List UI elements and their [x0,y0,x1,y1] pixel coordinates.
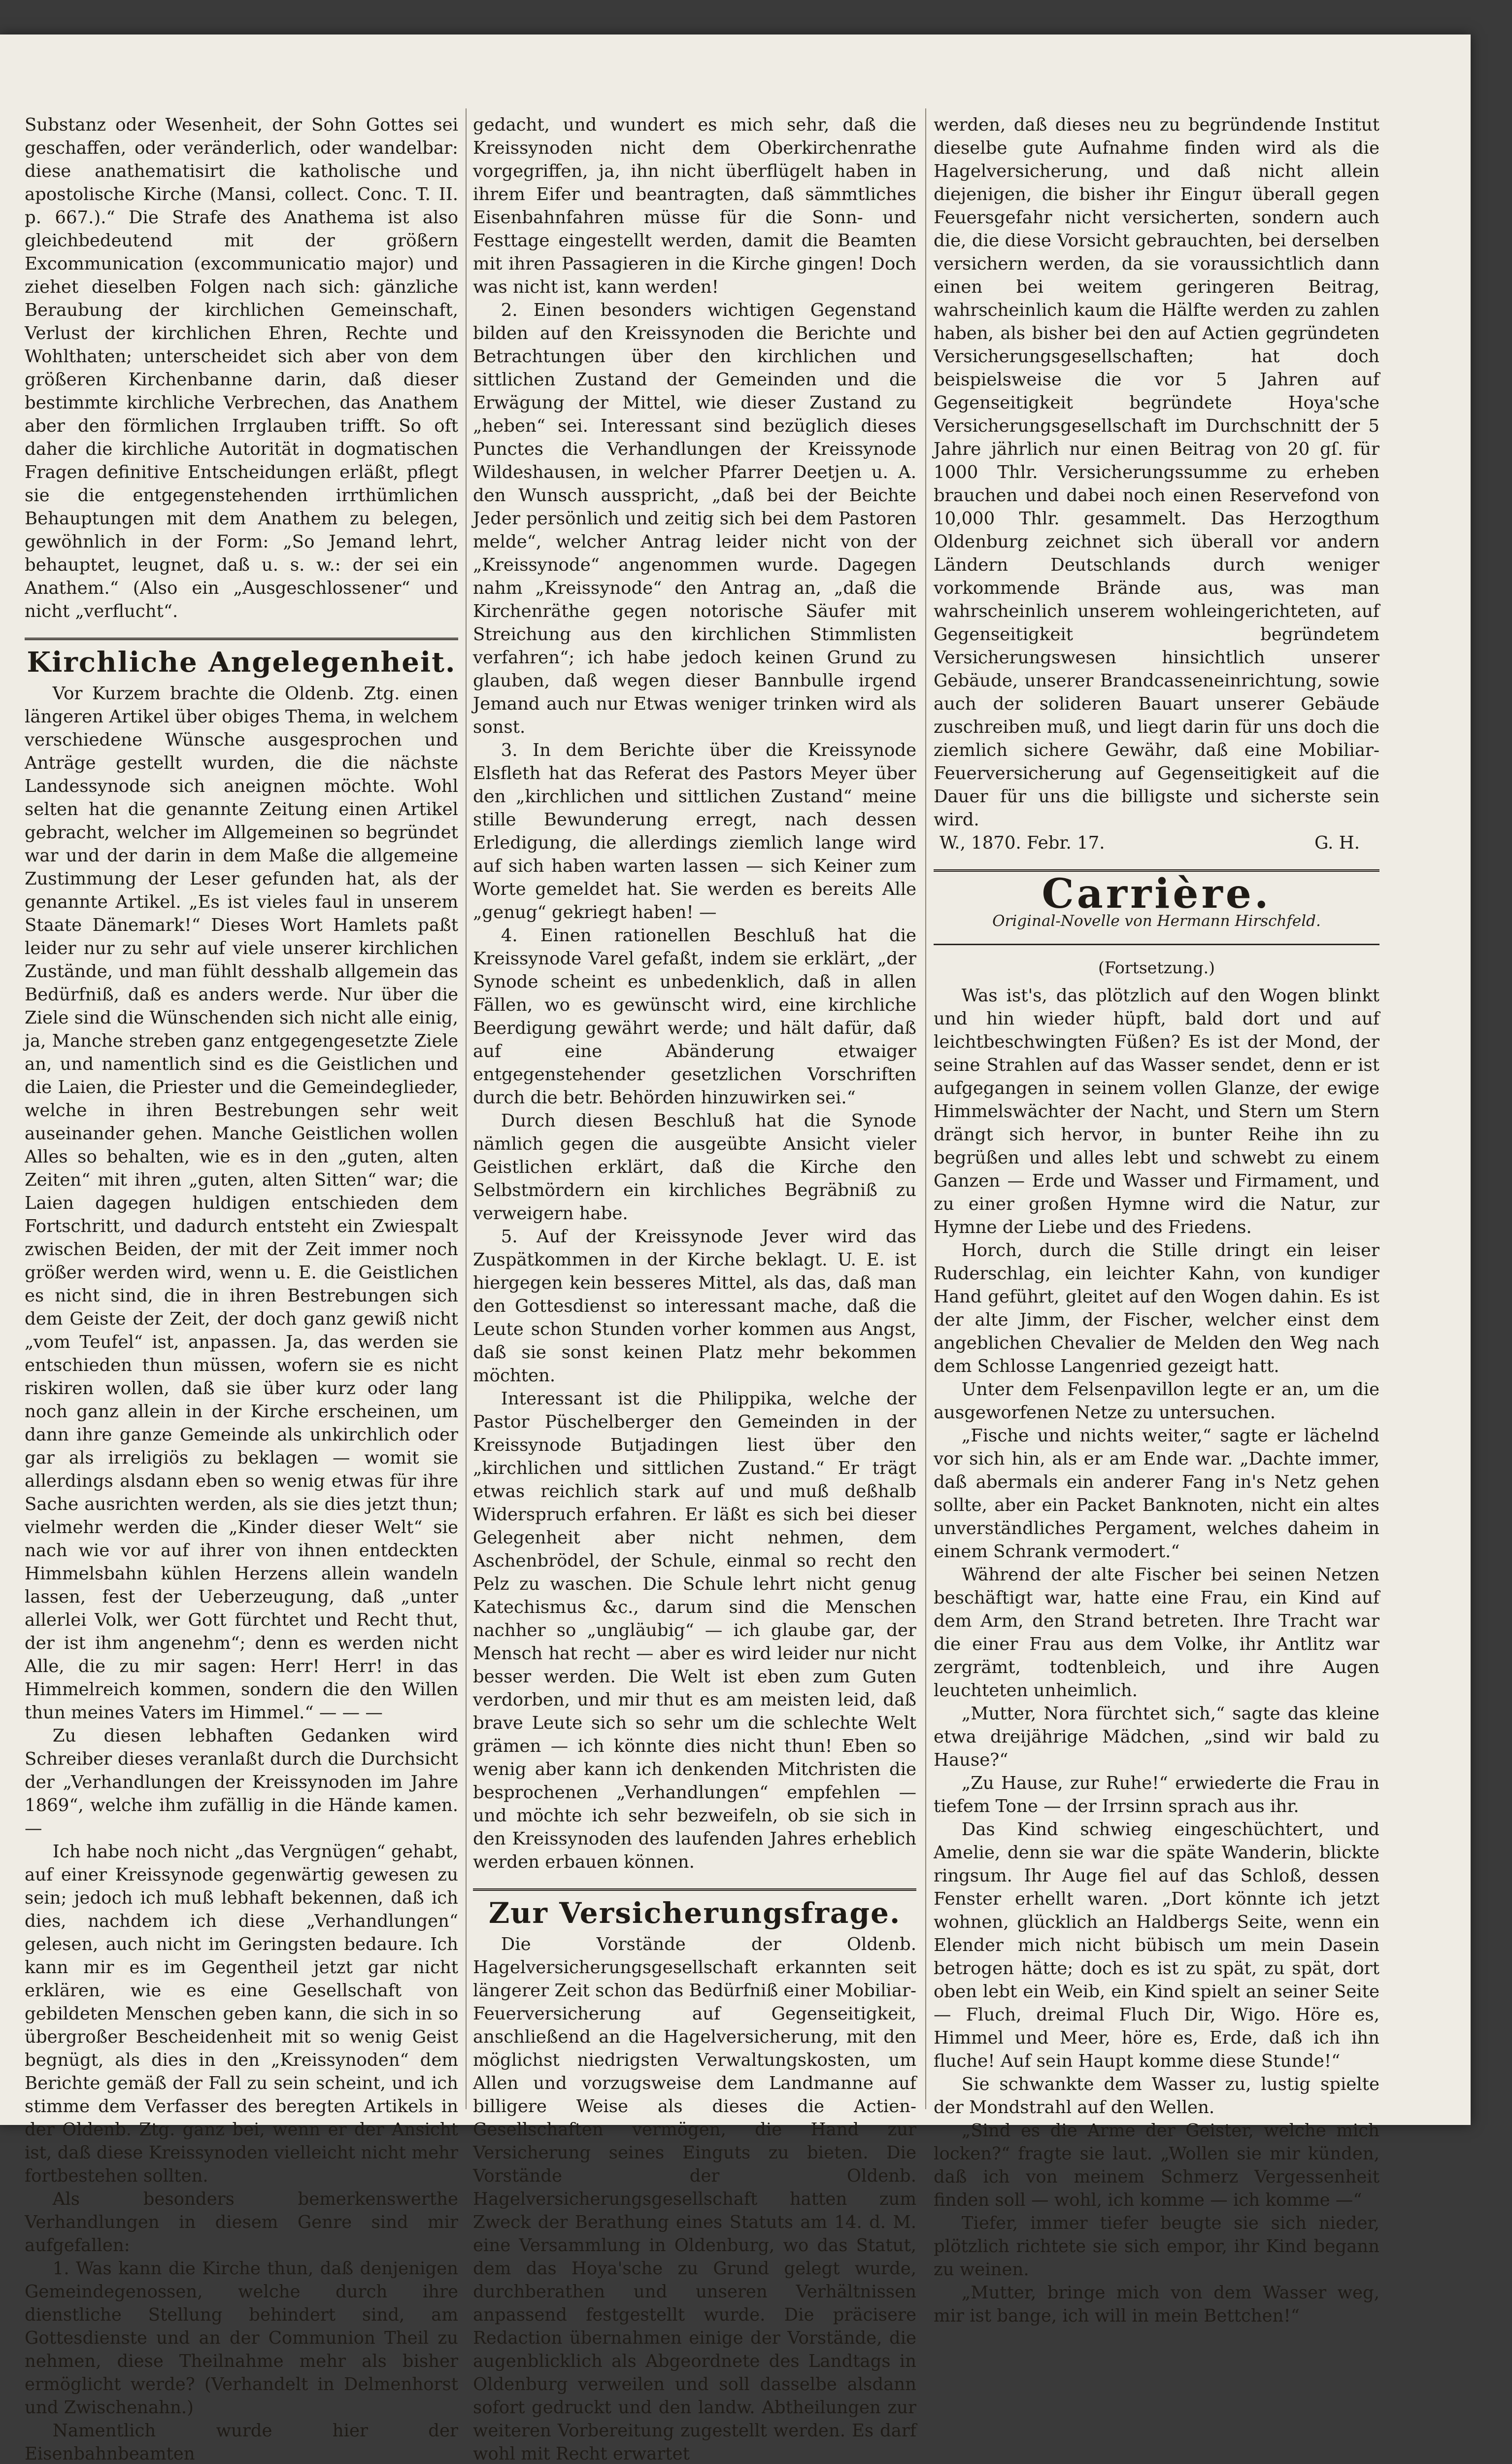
paragraph: gedacht, und wundert es mich sehr, daß die Kreissynoden nicht dem Oberkirchenrathe vorgegriffen, ja, ihn nicht überflügelt haben in ihrem Eifer und beantragten, daß sämmtliches Eisenbahnfahren müsse für die Sonn- und Festtage eingestellt werden, damit die Beamten mit ihren Passagieren in die Kirche gingen! Doch was nicht ist, kann werden! [473,115,916,297]
paragraph: 3. In dem Berichte über die Kreissynode Elsfleth hat das Referat des Pastors Meyer über den „kirchlichen und sittlichen Zustand“ meine stille Bewunderung erregt, nach dessen Erledigung, die allerdings ziemlich lange wird auf sich haben warten lassen — sich Keiner zum Worte gemeldet hat. Sie werden es bereits Alle „genug“ gekriegt haben! — [473,740,916,923]
paragraph: „Sind es die Arme der Geister, welche mich locken?“ fragte sie laut. „Wollen sie mir künden, daß ich von meinem Schmerz Vergessenheit finden soll — wohl, ich komme — ich komme —“ [934,2121,1379,2210]
novel-title: Carrière. [1042,870,1272,918]
novel-subtitle: Original-Novelle von Hermann Hirschfeld. [992,912,1321,930]
paragraph: werden, daß dieses neu zu begründende Institut dieselbe gute Aufnahme finden wird als die Hagelversicherung, und daß nicht allein diejenigen, die bisher ihr Einguт überall gegen Feuersgefahr nicht versicherten, sondern auch die, die diese Vorsicht gebrauchten, bei derselben versichern werden, da sie voraussichtlich dann einen bei weitem geringeren Beitrag, wahrscheinlich kaum die Hälfte werden zu zahlen haben, als bisher bei den auf Actien gegründeten Versicherungsgesellschaften; hat doch beispielsweise die vor 5 Jahren auf Gegenseitigkeit begründete Hoya'sche Versicherungsgesellschaft im Durchschnitt der 5 Jahre jährlich nur einen Beitrag von 20 gſ. für 1000 Thlr. Versicherungssumme zu erheben brauchen und dabei noch einen Reservefond von 10,000 Thlr. gesammelt. Das Herzogthum Oldenburg zeichnet sich überall vor andern Ländern Deutschlands durch weniger vorkommende Brände aus, was man wahrscheinlich unserem wohleingerichteten, auf Gegenseitigkeit begründetem Versicherungswesen hinsichtlich unserer Gebäude, unserer Brandcasseneinrichtung, sowie auch der solideren Bauart unserer Gebäude zuschreiben muß, und liegt darin für uns doch die ziemlich sichere Gewähr, daß eine Mobiliar-Feuerversicherung auf Gegenseitigkeit auf die Dauer für uns die billigste und sicherste sein wird. [934,115,1379,830]
paragraph: „Fische und nichts weiter,“ sagte er lächelnd vor sich hin, als er am Ende war. „Dachte immer, daß abermals ein anderer Fang in's Netz gehen sollte, aber ein Packet Banknoten, nicht ein altes unverständliches Pergament, welches daheim in einem Schrank vermodert.“ [934,1426,1379,1562]
paragraph: Durch diesen Beschluß hat die Synode nämlich gegen die ausgeübte Ansicht vieler Geistlichen erklärt, daß die Kirche den Selbstmördern ein kirchliches Begräbniß zu verweigern habe. [473,1111,916,1224]
column-divider [466,108,467,2109]
paragraph: Als besonders bemerkenswerthe Verhandlungen in diesem Genre sind mir aufgefallen: [25,2189,458,2256]
paragraph: Während der alte Fischer bei seinen Netzen beschäftigt war, hatte eine Frau, ein Kind auf dem Arm, den Strand betreten. Ihre Tracht war die einer Frau aus dem Volke, ihr Antlitz war zergrämt, todtenbleich, und ihre Augen leuchteten unheimlich. [934,1565,1379,1701]
paragraph: Die Vorstände der Oldenb. Hagelversicherungsgesellschaft erkannten seit längerer Zeit schon das Bedürfniß einer Mobiliar-Feuerversicherung auf Gegenseitigkeit, anschließend an die Hagelversicherung, mit den möglichst niedrigsten Verwaltungskosten, um Allen und vorzugsweise dem Landmanne auf billigere Weise als dieses die Actien-Gesellschaften vermögen, die Hand zur Versicherung seines Einguts zu bieten. Die Vorstände der Oldenb. Hagelversicherungsgesellschaft hatten zum Zweck der Berathung eines Statuts am 14. d. M. eine Versammlung in Oldenburg, wo das Statut, dem das Hoya'sche zu Grund gelegt wurde, durchberathen und unseren Verhältnissen anpassend festgestellt wurde. Die präcisere Redaction übernahmen einige der Vorstände, die augenblicklich als Abgeordnete des Landtags in Oldenburg verweilen und soll dasselbe alsdann sofort gedruckt und den landw. Abtheilungen zur weiteren Vorbereitung zugestellt werden. Es darf wohl mit Recht erwartet [473,1934,916,2464]
article-heading: Zur Versicherungsfrage. [488,1896,901,1930]
continuation-note: (Fortsetzung.) [1098,958,1215,977]
signature-place-date: W., 1870. Febr. 17. [940,833,1105,853]
signature-line [934,831,1379,855]
paragraph: Was ist's, das plötzlich auf den Wogen blinkt und hin wieder hüpft, bald dort und auf leichtbeschwingten Füßen? Es ist der Mond, der seine Strahlen auf das Wasser sendet, denn er ist aufgegangen in seinem vollen Glanze, der ewige Himmelswächter der Nacht, und Stern um Stern drängt sich hervor, in bunter Reihe ihn zu begrüßen und alles lebt und schwebt zu einem Ganzen — Erde und Wasser und Firmament, und zu einer großen Hymne wird die Natur, zur Hymne der Liebe und des Friedens. [934,986,1379,1237]
paragraph: Ich habe noch nicht „das Vergnügen“ gehabt, auf einer Kreissynode gegenwärtig gewesen zu sein; jedoch ich muß lebhaft bekennen, daß ich dies, nachdem ich diese „Verhandlungen“ gelesen, auch nicht im Geringsten bedaure. Ich kann mir es im Gegentheil jetzt gar nicht erklären, wie es eine Gesellschaft von gebildeten Menschen geben kann, die sich in so übergroßer Bescheidenheit mit so wenig Geist begnügt, als dies in den „Kreissynoden“ dem Berichte gemäß der Fall zu sein scheint, und ich stimme dem Verfasser des beregten Artikels in der Oldenb. Ztg. ganz bei, wenn er der Ansicht ist, daß diese Kreissynoden vielleicht nicht mehr fortbestehen sollten. [25,1842,458,2186]
paragraph: Vor Kurzem brachte die Oldenb. Ztg. einen längeren Artikel über obiges Thema, in welchem verschiedene Wünsche ausgesprochen und Anträge gestellt wurden, die die nächste Landessynode sich aneignen möchte. Wohl selten hat die genannte Zeitung einen Artikel gebracht, welcher im Allgemeinen so begründet war und der darin in dem Maße die allgemeine Zustimmung der Leser gefunden hat, als der genannte Artikel. „Es ist vieles faul in unserem Staate Dänemark!“ Dieses Wort Hamlets paßt leider nur zu sehr auf viele unserer kirchlichen Zustände, und man fühlt desshalb allgemein das Bedürfniß, daß es anders werde. Nur über die Ziele sind die Wünschenden sich nicht alle einig, ja, Manche streben ganz entgegengesetzte Ziele an, und namentlich sind es die Geistlichen und die Laien, die Priester und die Gemeindeglieder, welche in ihren Bestrebungen sehr weit auseinander gehen. Manche Geistlichen wollen Alles so behalten, wie es in den „guten, alten Zeiten“ mit ihren „guten, alten Sitten“ war; die Laien dagegen huldigen entschieden dem Fortschritt, und dadurch entsteht ein Zwiespalt zwischen Beiden, der mit der Zeit immer noch größer werden wird, wenn u. E. die Geistlichen es nicht sind, die in ihren Bestrebungen sich dem Geiste der Zeit, der doch ganz gewiß nicht „vom Teufel“ ist, anpassen. Ja, das werden sie entschieden thun müssen, wofern sie es nicht riskiren wollen, daß sie über kurz oder lang noch ganz allein in der Kirche erscheinen, um dann ihre ganze Gemeinde als unkirchlich oder gar als irreligiös zu beklagen — womit sie allerdings alsdann eben so wenig etwas für ihre Sache ausrichten werden, als sie dies jetzt thun; vielmehr werden die „Kinder dieser Welt“ sie nach wie vor auf ihrer von ihnen entdeckten Himmelsbahn kühlen Herzens allein wandeln lassen, fest der Ueberzeugung, daß „unter allerlei Volk, wer Gott fürchtet und Recht thut, der ist ihm angenehm“; denn es werden nicht Alle, die zu mir sagen: Herr! Herr! in das Himmelreich kommen, sondern die den Willen thun meines Vaters im Himmel.“ — — — [25,684,458,1723]
paragraph: Zu diesen lebhaften Gedanken wird Schreiber dieses veranlaßt durch die Durchsicht der „Verhandlungen der Kreissynoden im Jahre 1869“, welche ihm zufällig in die Hände kamen. — [25,1726,458,1839]
paragraph: 2. Einen besonders wichtigen Gegenstand bilden auf den Kreissynoden die Berichte und Betrachtungen über den kirchlichen und sittlichen Zustand der Gemeinden und die Erwägung der Mittel, wie dieser Zustand zu „heben“ sei. Interessant sind bezüglich dieses Punctes die Verhandlungen der Kreissynode Wildeshausen, in welcher Pfarrer Deetjen u. A. den Wunsch ausspricht, „daß bei der Beichte Jeder persönlich und zeitig sich bei dem Pastoren melde“, welcher Antrag leider nicht von der „Kreissynode“ angenommen wurde. Dagegen nahm „Kreissynode“ den Antrag an, „daß die Kirchenräthe gegen notorische Säufer mit Streichung aus den kirchlichen Stimmlisten verfahren“; ich habe jedoch keinen Grund zu glauben, daß wegen dieser Bannbulle irgend Jemand auch nur Etwas weniger trinken wird als sonst. [473,300,916,737]
continued-text: Substanz oder Wesenheit, der Sohn Gottes sei geschaffen, oder veränderlich, oder wandelbar: diese anathematisirt die katholische und apostolische Kirche (Mansi, collect. Conc. T. II. p. 667.).“ Die Strafe des Anathema ist also gleichbedeutend mit der größern Excommunication (excommunicatio major) und ziehet dieselben Folgen nach sich: gänzliche Beraubung der kirchlichen Gemeinschaft, Verlust der kirchlichen Ehren, Rechte und Wohlthaten; unterscheidet sich aber von dem größeren Kirchenbanne darin, daß dieser bestimmte kirchliche Verbrechen, das Anathem aber den förmlichen Irrglauben trifft. So oft daher die kirchliche Autorität in dogmatischen Fragen definitive Entscheidungen erläßt, pflegt sie die entgegenstehenden irrthümlichen Behauptungen mit dem Anathem zu belegen, gewöhnlich in der Form: „So Jemand lehrt, behauptet, leugnet, daß u. s. w.: der sei ein Anathem.“ (Also ein „Ausgeschlossener“ und nicht „verflucht“. [25,115,458,621]
column-1 [25,113,458,2464]
paragraph: Interessant ist die Philippika, welche der Pastor Püschelberger den Gemeinden in der Kreissynode Butjadingen liest über den „kirchlichen und sittlichen Zustand.“ Er trägt etwas reichlich stark auf und muß deßhalb Widerspruch erfahren. Er läßt es sich bei dieser Gelegenheit aber nicht nehmen, dem Aschenbrödel, der Schule, einmal so recht den Pelz zu waschen. Die Schule lehrt nicht genug Katechismus &c., darum sind die Menschen nachher so „ungläubig“ — ich glaube gar, der Mensch hat recht — aber es wird leider nur nicht besser werden. Die Welt ist eben zum Guten verdorben, und mir thut es am meisten leid, daß brave Leute sich so sehr um die schlechte Welt grämen — ich könnte dies nicht thun! Eben so wenig aber kann ich denkenden Mitchristen die besprochenen „Verhandlungen“ empfehlen — und möchte ich sehr bezweifeln, ob sie sich in den Kreissynoden des laufenden Jahres erheblich werden erbauen können. [473,1389,916,1872]
paragraph: 5. Auf der Kreissynode Jever wird das Zuspätkommen in der Kirche beklagt. U. E. ist hiergegen kein besseres Mittel, als das, daß man den Gottesdienst so interessant mache, daß die Leute schon Stunden vorher kommen aus Angst, daß sie sonst keinen Platz mehr bekommen möchten. [473,1227,916,1386]
paragraph: 1. Was kann die Kirche thun, daß denjenigen Gemeindegenossen, welche durch ihre dienstliche Stellung behindert sind, am Gottesdienste und an der Communion Theil zu nehmen, diese Theilnahme mehr als bisher ermöglicht werde? (Verhandelt in Delmenhorst und Zwischenahn.) [25,2259,458,2418]
short-rule [934,944,1379,945]
column-3 [934,113,1379,2327]
column-divider [925,108,926,2109]
paragraph: Tiefer, immer tiefer beugte sie sich nieder, plötzlich richtete sie sich empor, ihr Kind begann zu weinen. [934,2213,1379,2280]
article-heading: Kirchliche Angelegenheit. [27,646,456,679]
paragraph: „Zu Hause, zur Ruhe!“ erwiederte die Frau in tiefem Tone — der Irrsinn sprach aus ihr. [934,1773,1379,1816]
paragraph: Namentlich wurde hier der Eisenbahnbeamten [25,2421,458,2464]
paragraph: „Mutter, Nora fürchtet sich,“ sagte das kleine etwa dreijährige Mädchen, „sind wir bald zu Hause?“ [934,1704,1379,1770]
paragraph: Das Kind schwieg eingeschüchtert, und Amelie, denn sie war die späte Wanderin, blickte ringsum. Ihr Auge fiel auf das Schloß, dessen Fenster erhellt waren. „Dort könnte ich jetzt wohnen, glücklich an Haldbergs Seite, wenn ein Elender mich nicht bübisch um mein Dasein betrogen hätte; doch es ist zu spät, zu spät, dort oben lebt ein Weib, ein Kind spielt an seiner Seite — Fluch, dreimal Fluch Dir, Wigo. Höre es, Himmel und Meer, höre es, Erde, daß ich ihn fluche! Auf sein Haupt komme diese Stunde!“ [934,1819,1379,2071]
section-rule [25,638,458,640]
paragraph: 4. Einen rationellen Beschluß hat die Kreissynode Varel gefaßt, indem sie erklärt, „der Synode scheint es unbedenklich, daß in allen Fällen, wo es gewünscht wird, eine kirchliche Beerdigung gewährt werde; und hält dafür, daß auf eine Abänderung etwaiger entgegenstehender gesetzlichen Vorschriften durch die betr. Behörden hinzuwirken sei.“ [473,925,916,1108]
paragraph: Sie schwankte dem Wasser zu, lustig spielte der Mondstrahl auf den Wellen. [934,2074,1379,2118]
paragraph: Horch, durch die Stille dringt ein leiser Ruderschlag, ein leichter Kahn, von kundiger Hand geführt, gleitet auf den Wogen dahin. Es ist der alte Jimm, der Fischer, welcher einst dem angeblichen Chevalier de Melden den Weg nach dem Schlosse Langenried gezeigt hatt. [934,1240,1379,1376]
column-2 [473,113,916,2464]
section-rule [473,1888,916,1891]
signature-initials: G. H. [1314,833,1360,853]
newspaper-page [0,34,1471,2464]
paragraph: Unter dem Felsenpavillon legte er an, um die ausgeworfenen Netze zu untersuchen. [934,1379,1379,1423]
paragraph: „Mutter, bringe mich von dem Wasser weg, mir ist bange, ich will in mein Bettchen!“ [934,2283,1379,2326]
